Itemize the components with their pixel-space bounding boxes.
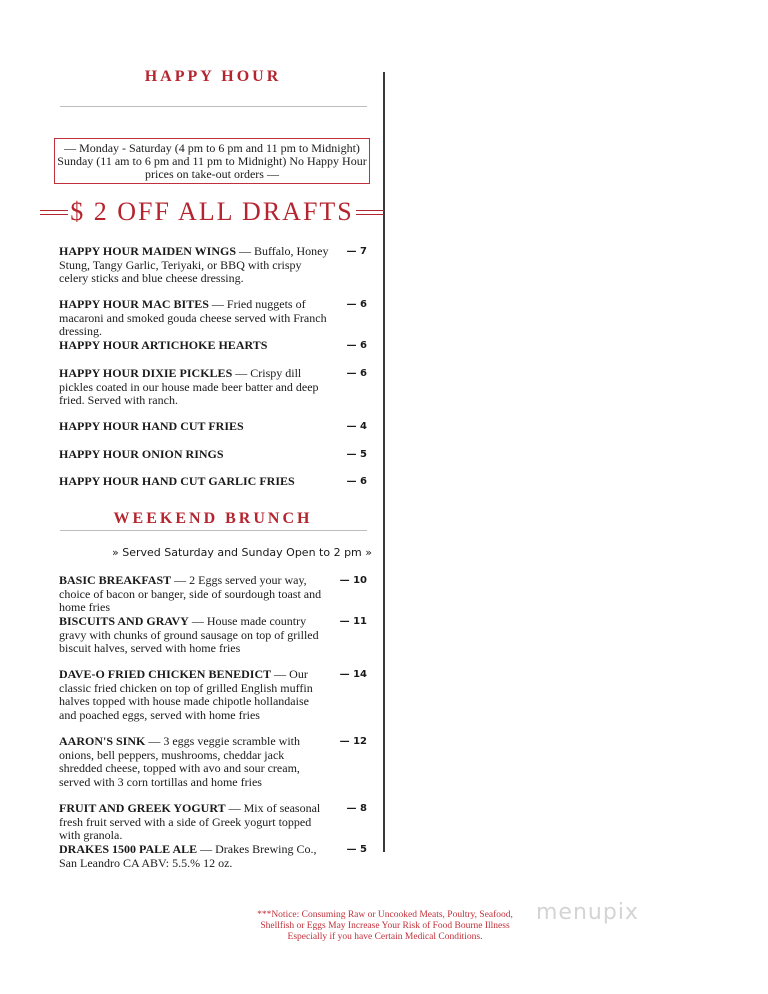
happy-hour-rule	[60, 106, 367, 107]
item-name: HAPPY HOUR ARTICHOKE HEARTS	[59, 338, 268, 352]
menu-item	[59, 245, 371, 286]
item-description: — Fried nuggets of macaroni and smoked gouda cheese served with Franch dressing.	[59, 297, 327, 338]
notice-line: ***Notice: Consuming Raw or Uncooked Meats, Poultry, Seafood,	[257, 910, 513, 920]
menu-item	[59, 298, 371, 339]
item-price: — 10	[339, 575, 367, 586]
item-price: — 6	[346, 476, 367, 487]
item-price: — 5	[346, 844, 367, 855]
menu-item	[59, 420, 371, 434]
item-price: — 8	[346, 803, 367, 814]
notice-line: Especially if you have Certain Medical Conditions.	[287, 932, 483, 942]
menu-item	[59, 475, 371, 489]
weekend-brunch-title: WEEKEND BRUNCH	[113, 510, 313, 527]
food-safety-notice	[250, 910, 520, 943]
item-name: HAPPY HOUR HAND CUT FRIES	[59, 419, 244, 433]
item-price: — 12	[339, 736, 367, 747]
item-price: — 4	[346, 421, 367, 432]
item-name: BISCUITS AND GRAVY	[59, 614, 189, 628]
deal-right-ornament	[356, 210, 384, 215]
brunch-rule	[60, 530, 367, 531]
item-price: — 6	[346, 340, 367, 351]
item-description: — House made country gravy with chunks of ground sausage on top of grilled biscuit halves, served with home fries	[59, 614, 319, 655]
hours-line: prices on take-out orders —	[145, 167, 279, 181]
item-name: DAVE-O FRIED CHICKEN BENEDICT	[59, 667, 272, 681]
menu-item	[59, 843, 371, 870]
vertical-divider	[383, 72, 385, 852]
item-name: BASIC BREAKFAST	[59, 573, 172, 587]
menupix-watermark: menupix	[536, 900, 639, 925]
item-description: — Crispy dill pickles coated in our house made beer batter and deep fried. Served with ranch.	[59, 366, 319, 407]
menu-item	[59, 367, 371, 408]
item-name: HAPPY HOUR ONION RINGS	[59, 447, 224, 461]
item-name: HAPPY HOUR MAC BITES	[59, 297, 209, 311]
item-description: — 3 eggs veggie scramble with onions, bell peppers, mushrooms, cheddar jack shredded cheese, topped with avo and sour cream, served with 3 corn tortillas and home fries	[59, 734, 300, 789]
item-price: — 6	[346, 299, 367, 310]
happy-hour-title: HAPPY HOUR	[144, 68, 282, 85]
brunch-served-hours: » Served Saturday and Sunday Open to 2 pm »	[112, 546, 373, 559]
item-name: HAPPY HOUR HAND CUT GARLIC FRIES	[59, 474, 295, 488]
hours-line: — Monday - Saturday (4 pm to 6 pm and 11 pm to Midnight)	[64, 141, 360, 155]
menu-item	[59, 448, 371, 462]
notice-line: Shellfish or Eggs May Increase Your Risk of Food Bourne Illness	[260, 921, 510, 931]
item-name: HAPPY HOUR DIXIE PICKLES	[59, 366, 233, 380]
item-description: — Drakes Brewing Co., San Leandro CA ABV: 5.5.% 12 oz.	[59, 842, 317, 870]
menu-item	[59, 339, 371, 353]
item-name: DRAKES 1500 PALE ALE	[59, 842, 198, 856]
happy-hour-hours-box	[54, 138, 370, 184]
item-price: — 11	[339, 616, 367, 627]
menu-item	[59, 615, 371, 656]
deal-left-ornament	[40, 210, 68, 215]
item-name: HAPPY HOUR MAIDEN WINGS	[59, 244, 237, 258]
hours-line: Sunday (11 am to 6 pm and 11 pm to Midnight) No Happy Hour	[57, 154, 367, 168]
item-price: — 14	[339, 669, 367, 680]
item-price: — 6	[346, 368, 367, 379]
menu-item	[59, 802, 371, 843]
item-description: — Buffalo, Honey Stung, Tangy Garlic, Teriyaki, or BBQ with crispy celery sticks and blue cheese dressing.	[59, 244, 329, 285]
drafts-deal-text: $ 2 OFF ALL DRAFTS	[70, 197, 354, 226]
item-name: FRUIT AND GREEK YOGURT	[59, 801, 226, 815]
item-name: AARON'S SINK	[59, 734, 146, 748]
menu-item	[59, 668, 371, 722]
item-price: — 7	[346, 246, 367, 257]
item-description: — Our classic fried chicken on top of grilled English muffin halves topped with house made chipotle hollandaise and poached eggs, served with home fries	[59, 667, 313, 722]
menu-item	[59, 574, 371, 615]
item-description: — 2 Eggs served your way, choice of bacon or banger, side of sourdough toast and home fries	[59, 573, 322, 614]
menu-item	[59, 735, 371, 789]
drafts-deal-banner	[40, 196, 384, 228]
item-description: — Mix of seasonal fresh fruit served with a side of Greek yogurt topped with granola.	[59, 801, 321, 842]
item-price: — 5	[346, 449, 367, 460]
